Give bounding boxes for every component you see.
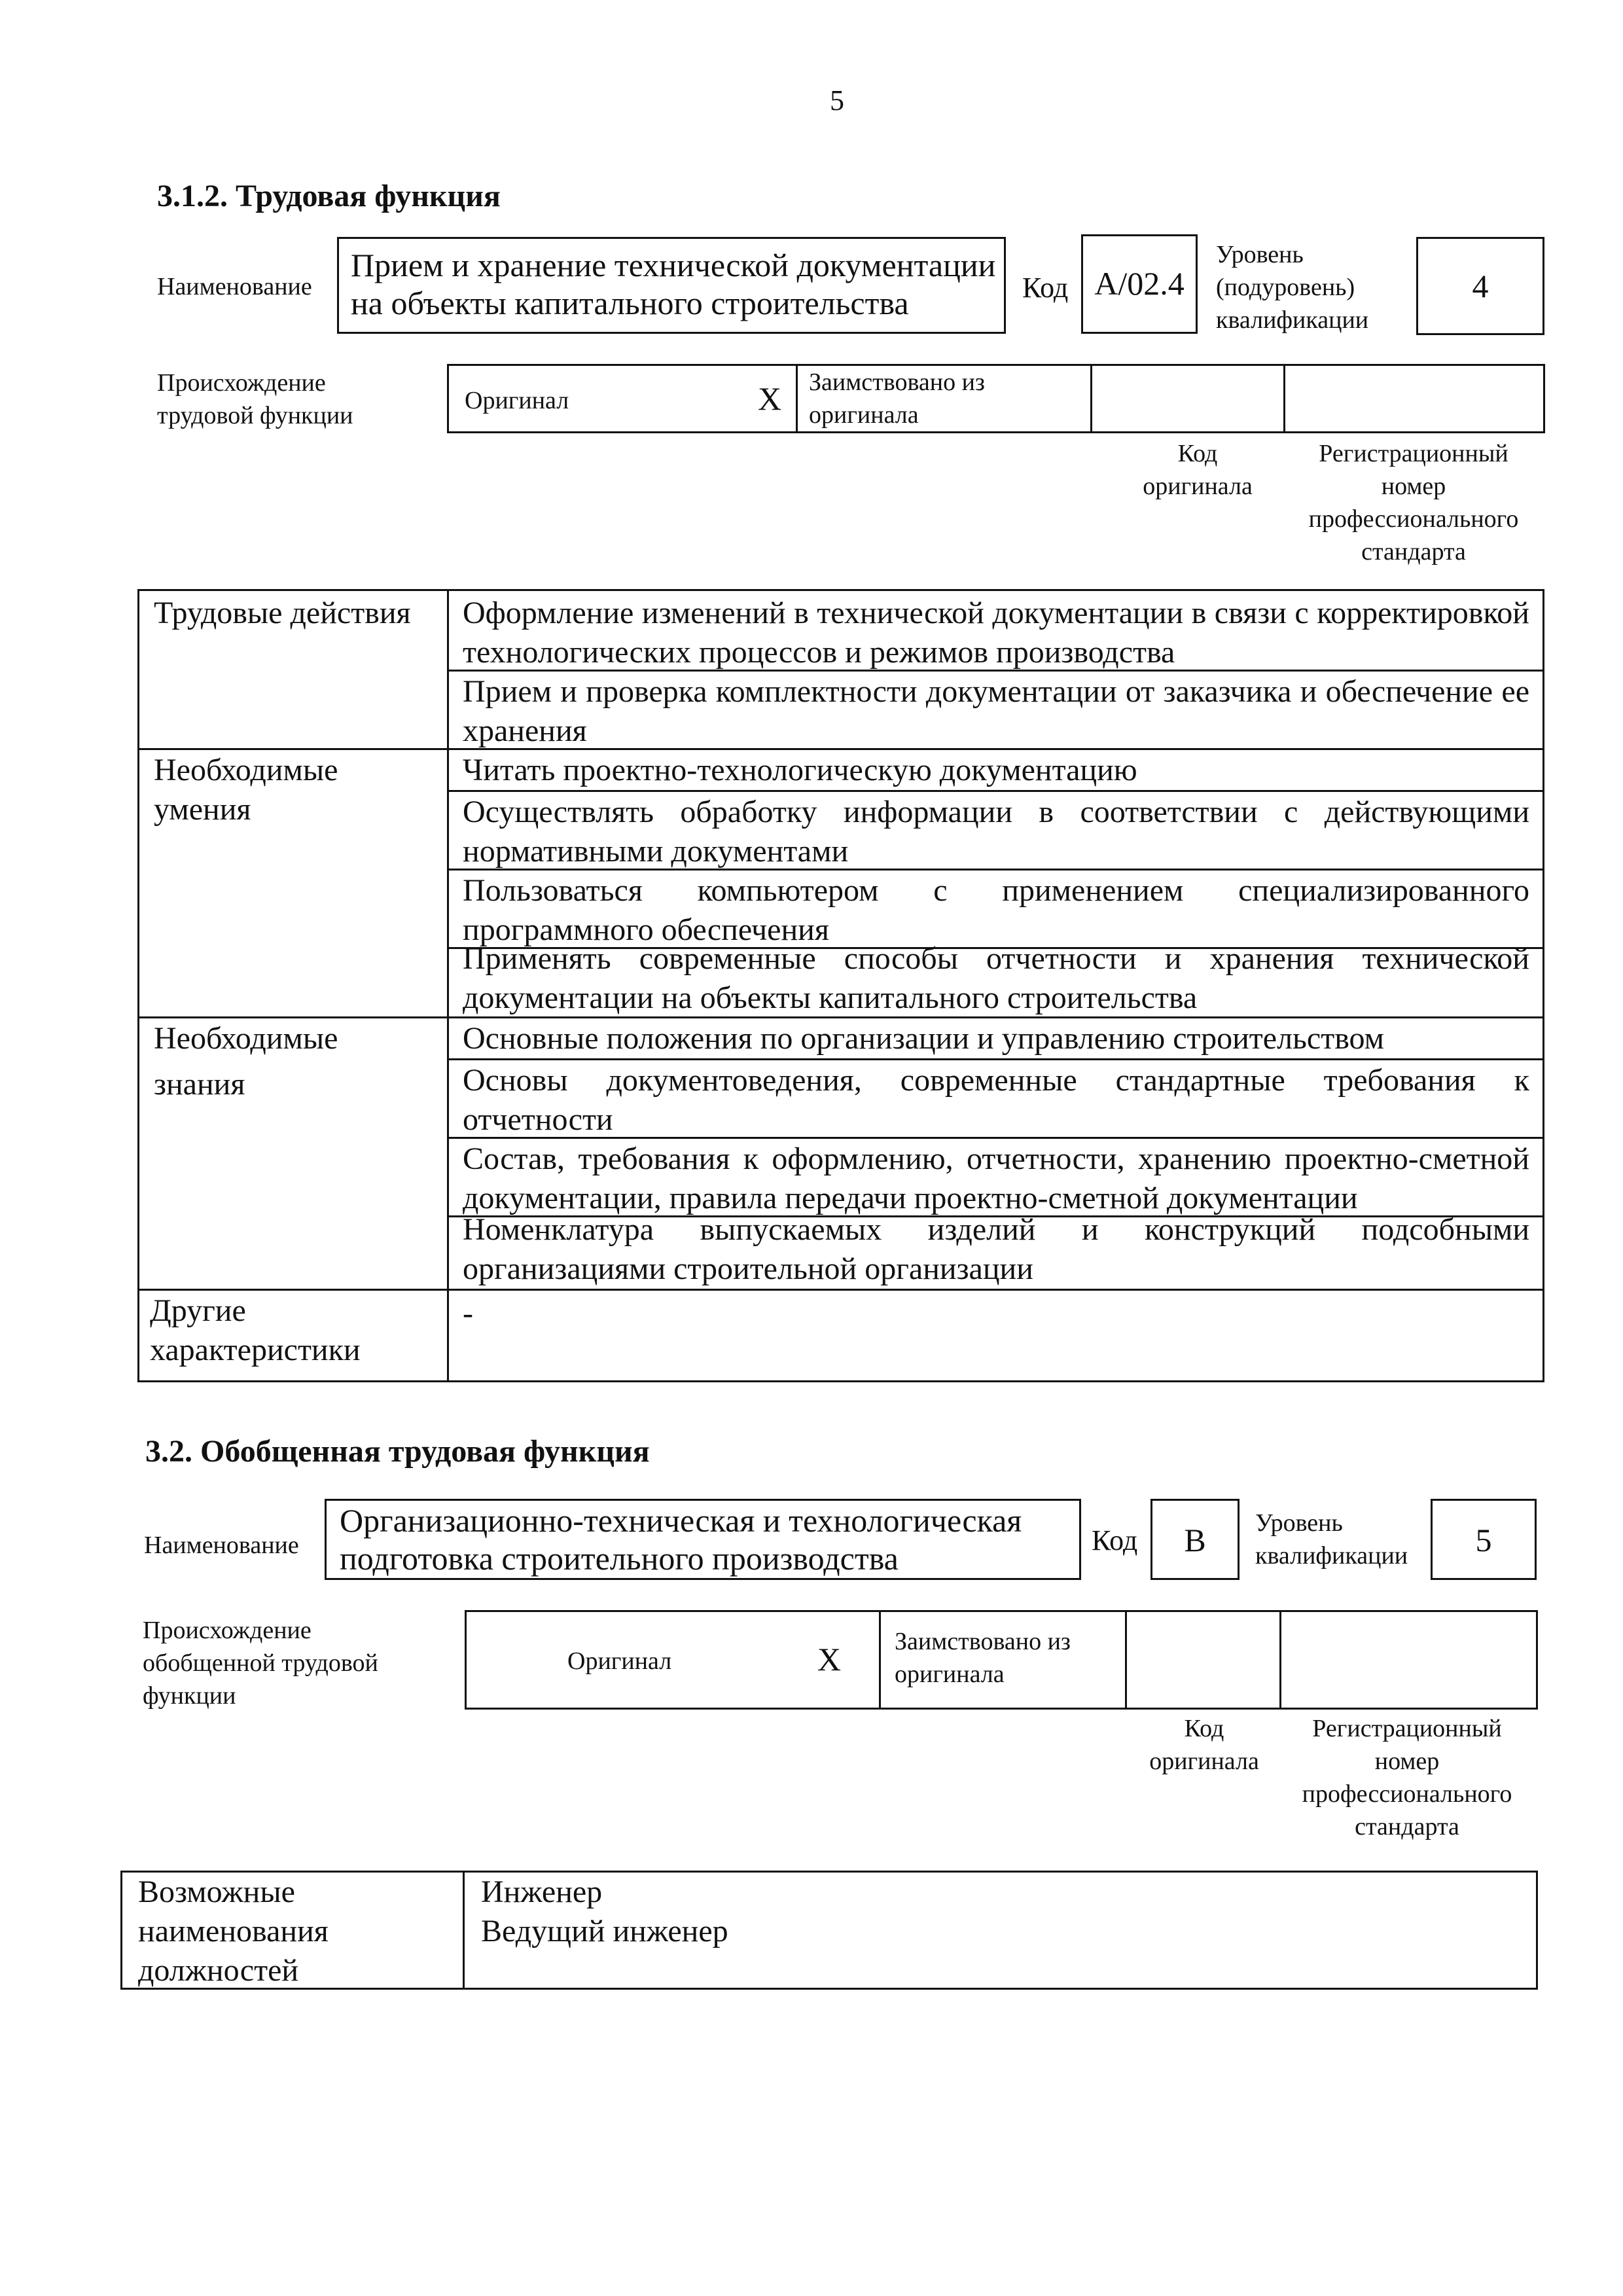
labor-function-table xyxy=(137,589,1544,1382)
item-separator xyxy=(449,790,1543,792)
skill-item: Читать проектно-технологическую документацию xyxy=(463,753,1137,787)
borrowed-line-1: Заимствовано из xyxy=(809,368,985,396)
name-line-2: на объекты капитального строительства xyxy=(351,285,909,321)
level-value-32: 5 xyxy=(1475,1522,1492,1558)
origin-label-line-1: Происхождение xyxy=(143,1617,312,1644)
skill-item: Применять современные способы отчетности и хранения технической документации на объекты капитального строительства xyxy=(463,941,1529,1015)
code-original-line-1: Код xyxy=(1184,1715,1224,1742)
code-box-32 xyxy=(1150,1499,1240,1580)
borrowed-label-312 xyxy=(809,366,985,431)
name-line-2: подготовка строительного производства xyxy=(340,1540,899,1577)
other-label xyxy=(150,1291,361,1370)
level-label-line-2: (подуровень) xyxy=(1216,274,1355,301)
labor-action-item: Прием и проверка комплектности документации от заказчика и обеспечение ее хранения xyxy=(463,674,1529,748)
positions-table xyxy=(120,1871,1538,1990)
name-line-1: Организационно-техническая и технологическая xyxy=(340,1502,1022,1539)
skill-item: Пользоваться компьютером с применением специализированного программного обеспечения xyxy=(463,873,1529,947)
labor-actions-label: Трудовые действия xyxy=(154,596,411,630)
origin-divider-2 xyxy=(1125,1612,1127,1708)
level-box-312 xyxy=(1416,237,1544,335)
origin-divider-3 xyxy=(1279,1612,1281,1708)
table-column-divider xyxy=(447,591,449,1380)
position-item: Инженер xyxy=(481,1874,603,1909)
level-label-312 xyxy=(1216,238,1368,336)
knowledge-item: Основы документоведения, современные стандартные требования к отчетности xyxy=(463,1063,1529,1137)
skills-label xyxy=(154,751,338,829)
origin-label-line-2: обобщенной трудовой xyxy=(143,1649,378,1677)
code-original-line-2: оригинала xyxy=(1149,1748,1259,1775)
code-label-32: Код xyxy=(1092,1524,1138,1556)
level-label-line-2: квалификации xyxy=(1255,1542,1408,1570)
page-number: 5 xyxy=(830,84,844,117)
borrowed-line-2: оригинала xyxy=(809,401,919,429)
origin-label-32 xyxy=(143,1614,378,1712)
reg-line-2: номер xyxy=(1381,473,1446,500)
labor-action-item: Оформление изменений в технической документации в связи с корректировкой технологических процессов и режимов производства xyxy=(463,596,1529,670)
original-label-312: Оригинал xyxy=(465,387,569,414)
position-item: Ведущий инженер xyxy=(481,1914,728,1948)
reg-number-caption-32 xyxy=(1276,1712,1538,1843)
borrowed-line-2: оригинала xyxy=(895,1660,1005,1688)
code-value-32: В xyxy=(1184,1522,1206,1558)
name-label-32: Наименование xyxy=(144,1532,299,1559)
reg-line-4: стандарта xyxy=(1355,1813,1459,1840)
code-original-caption-312 xyxy=(1099,437,1296,503)
knowledge-item: Состав, требования к оформлению, отчетности, хранению проектно-сметной документации, правила передачи проектно-сметной документации xyxy=(463,1141,1529,1215)
positions-label-line-2: наименования xyxy=(138,1914,329,1948)
original-mark-312: X xyxy=(758,380,782,417)
name-line-1: Прием и хранение технической документации xyxy=(351,247,996,283)
other-label-line-1: Другие xyxy=(150,1293,246,1328)
row-separator-3 xyxy=(139,1289,1543,1291)
origin-divider-2 xyxy=(1090,366,1092,431)
positions-label xyxy=(138,1873,329,1990)
origin-label-line-2: трудовой функции xyxy=(157,402,353,429)
positions-divider xyxy=(463,1873,465,1988)
level-label-line-1: Уровень xyxy=(1216,241,1304,268)
other-label-line-2: характеристики xyxy=(150,1333,361,1367)
origin-label-line-3: функции xyxy=(143,1682,236,1710)
knowledge-item: Номенклатура выпускаемых изделий и конструкций подсобными организациями строительной организации xyxy=(463,1212,1529,1286)
other-value: - xyxy=(463,1296,473,1331)
origin-box-312 xyxy=(447,364,1545,433)
level-label-32 xyxy=(1255,1507,1408,1572)
knowledge-label-line-1: Необходимые xyxy=(154,1021,338,1056)
knowledge-label xyxy=(154,1019,338,1104)
code-original-line-1: Код xyxy=(1177,440,1218,467)
original-label-32: Оригинал xyxy=(567,1647,672,1675)
origin-divider-1 xyxy=(879,1612,881,1708)
borrowed-label-32 xyxy=(895,1625,1071,1691)
code-box-312 xyxy=(1081,234,1198,334)
positions-list xyxy=(481,1873,728,1951)
name-label-312: Наименование xyxy=(157,273,312,300)
positions-label-line-1: Возможные xyxy=(138,1874,295,1909)
original-mark-32: X xyxy=(817,1641,842,1677)
level-label-line-3: квалификации xyxy=(1216,306,1369,334)
positions-label-line-3: должностей xyxy=(138,1953,299,1988)
reg-line-4: стандарта xyxy=(1361,538,1466,565)
reg-line-1: Регистрационный xyxy=(1319,440,1508,467)
section-heading-32: 3.2. Обобщенная трудовая функция xyxy=(145,1434,650,1469)
origin-divider-3 xyxy=(1283,366,1285,431)
reg-line-2: номер xyxy=(1374,1748,1440,1775)
code-label-312: Код xyxy=(1022,272,1069,304)
origin-label-line-1: Происхождение xyxy=(157,369,326,397)
reg-line-3: профессионального xyxy=(1308,505,1519,533)
level-box-32 xyxy=(1431,1499,1537,1580)
knowledge-label-line-2: знания xyxy=(154,1067,245,1102)
reg-number-caption-312 xyxy=(1283,437,1544,568)
code-value-312: А/02.4 xyxy=(1094,265,1185,302)
item-separator xyxy=(449,1137,1543,1139)
item-separator xyxy=(449,869,1543,870)
code-original-caption-32 xyxy=(1106,1712,1302,1778)
name-box-32 xyxy=(325,1499,1081,1580)
section-heading-312: 3.1.2. Трудовая функция xyxy=(157,179,501,213)
borrowed-line-1: Заимствовано из xyxy=(895,1628,1071,1655)
knowledge-item: Основные положения по организации и управлению строительством xyxy=(463,1021,1385,1056)
reg-line-1: Регистрационный xyxy=(1312,1715,1502,1742)
skills-label-line-1: Необходимые xyxy=(154,753,338,787)
name-box-312 xyxy=(337,237,1006,334)
item-separator xyxy=(449,1058,1543,1060)
item-separator xyxy=(449,670,1543,672)
origin-divider-1 xyxy=(796,366,798,431)
skills-label-line-2: умения xyxy=(154,792,251,827)
skill-item: Осуществлять обработку информации в соответствии с действующими нормативными документами xyxy=(463,795,1529,869)
origin-box-32 xyxy=(465,1610,1538,1710)
level-value-312: 4 xyxy=(1472,268,1489,304)
code-original-line-2: оригинала xyxy=(1143,473,1253,500)
origin-label-312 xyxy=(157,367,353,432)
reg-line-3: профессионального xyxy=(1302,1780,1512,1808)
level-label-line-1: Уровень xyxy=(1255,1509,1343,1537)
